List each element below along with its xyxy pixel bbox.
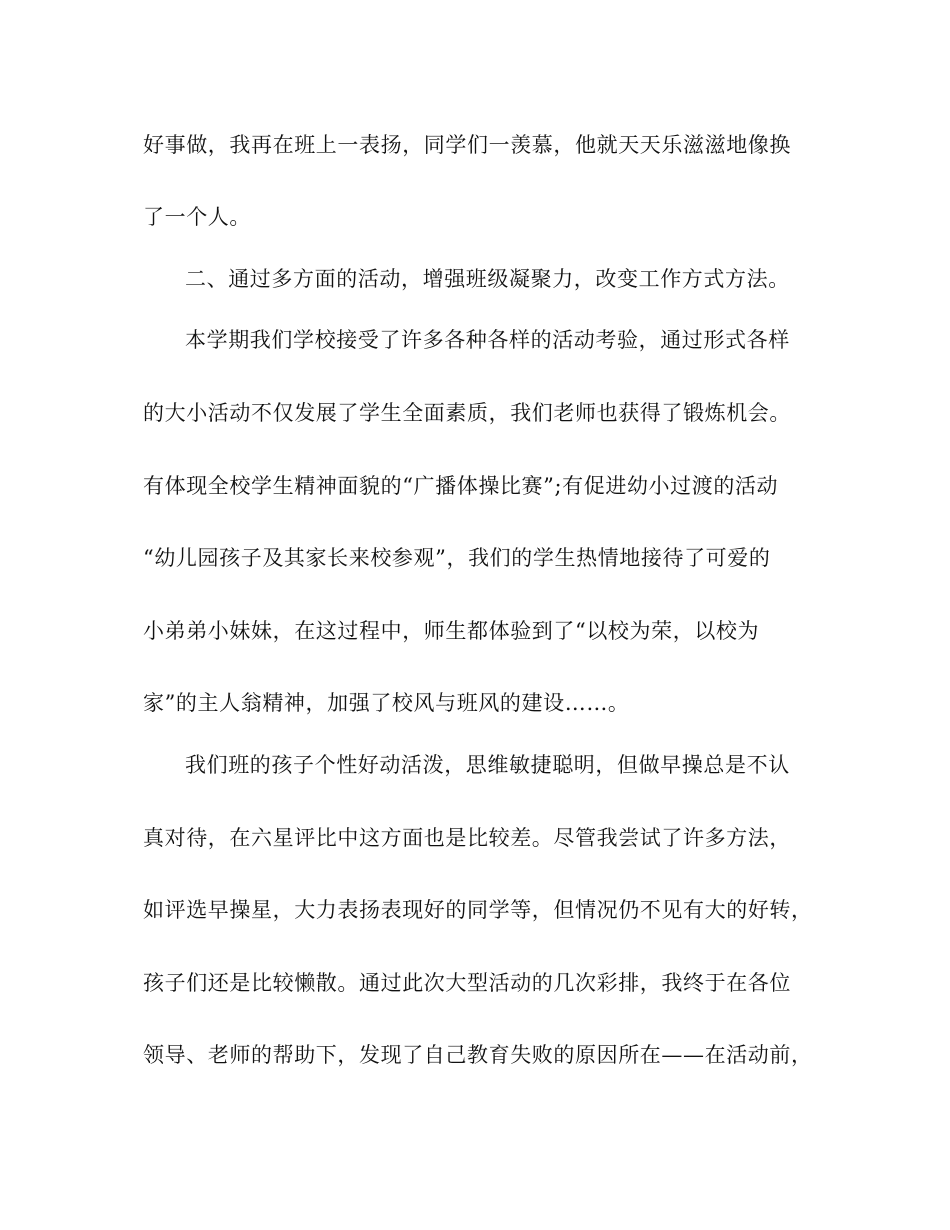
text-line: 小弟弟小妹妹，在这过程中，师生都体验到了“以校为荣，以校为	[143, 619, 760, 643]
text-line: 有体现全校学生精神面貌的“广播体操比赛”;有促进幼小过渡的活动	[143, 474, 779, 498]
text-line: “幼儿园孩子及其家长来校参观”，我们的学生热情地接待了可爱的	[143, 546, 771, 570]
text-line: 家”的主人翁精神，加强了校风与班风的建设……。	[143, 691, 630, 715]
text-line: 的大小活动不仅发展了学生全面素质，我们老师也获得了锻炼机会。	[143, 401, 791, 425]
text-line: 我们班的孩子个性好动活泼，思维敏捷聪明，但做早操总是不认	[185, 753, 790, 777]
text-line: 真对待，在六星评比中这方面也是比较差。尽管我尝试了许多方法，	[143, 826, 791, 850]
text-line: 孩子们还是比较懒散。通过此次大型活动的几次彩排，我终于在各位	[143, 971, 791, 995]
text-line: 好事做，我再在班上一表扬，同学们一羡慕，他就天天乐滋滋地像换	[143, 133, 791, 157]
section-heading: 二、通过多方面的活动，增强班级凝聚力，改变工作方式方法。	[185, 267, 790, 291]
text-line: 本学期我们学校接受了许多各种各样的活动考验，通过形式各样	[185, 328, 790, 352]
text-line: 如评选早操星，大力表扬表现好的同学等，但情况仍不见有大的好转，	[143, 898, 813, 922]
text-line: 了一个人。	[143, 205, 251, 229]
text-line: 领导、老师的帮助下，发现了自己教育失败的原因所在——在活动前，	[143, 1043, 813, 1067]
